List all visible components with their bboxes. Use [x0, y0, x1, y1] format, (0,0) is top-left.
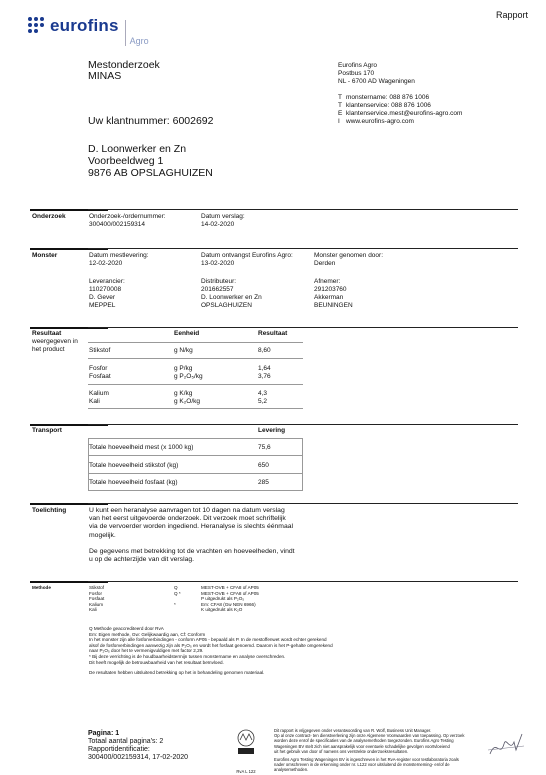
footer-legal: Dit rapport is vrijgegeven onder verantwoording van R. Wolf, Business Unit Manager. Op al onze contract- ten dienstverlening zijn onze Algemene Voorwaarden van toepassing. Op verzoek worden deze enrof de specificaties van de analysemethoden toegezonden. Eurofins Agro Testing Wageningen BV stelt zich niet aansprakelijk voor eventuele schadelijke gevolgen voortvloeiend uit het gebruik van door of namens ons verstrekte onderzoeksresultaten. Eurofins Agro Testing Wageningen BV is ingeschreven in het RvA-register voor testlaboratoria zoals nader omschreven in de erkenning onder nr. L122 voor uitsluitend de monsterneming- en/of de analysemethoden.	[274, 728, 465, 773]
customer-address	[88, 143, 213, 179]
methode-methods: MEST-OVB + CFA8 of AP05 MEST-OVB + CFA8 of AP05 P uitgedrukt als P₂O₅ Em: CFA8 (Gw NEN 6966) K uitgedrukt als K₂O	[201, 585, 259, 613]
document-type: Rapport	[495, 10, 528, 20]
result-value: 3,76	[258, 373, 271, 380]
datum-verslag: Datum verslag: 14-02-2020	[201, 213, 245, 228]
lab-contact: T klantenservice: 088 876 1006	[338, 102, 431, 109]
section-onderzoek: Onderzoek	[32, 213, 66, 220]
rva-number: RvA L 122	[236, 769, 256, 774]
leverancier: Leverancier: 110270008 D. Gever MEPPEL	[89, 278, 125, 309]
brand-name: eurofins	[50, 16, 119, 35]
title-line2: MINAS	[88, 70, 122, 82]
result-value: 8,60	[258, 347, 271, 354]
afnemer: Afnemer: 291203760 Akkerman BEUNINGEN	[314, 278, 353, 309]
result-value: 4,3	[258, 390, 268, 397]
result-row: Fosfor	[89, 365, 108, 372]
methode-quality: Q Q * *	[174, 585, 181, 607]
distributeur: Distributeur: 201662557 D. Loonwerker en Zn OPSLAGHUIZEN	[201, 278, 262, 309]
result-unit: g K₂O/kg	[174, 398, 201, 405]
lab-contact: T monstername: 088 876 1006	[338, 94, 430, 101]
section-resultaat: Resultaat weergegeven in het product	[32, 330, 78, 353]
result-unit: g K/kg	[174, 390, 193, 397]
datum-ontvangst: Datum ontvangst Eurofins Agro: 13-02-2020	[201, 252, 293, 267]
customer-name: D. Loonwerker en Zn	[88, 143, 187, 155]
eurofins-dots-icon	[28, 17, 46, 35]
lab-name: Eurofins Agro	[338, 62, 378, 69]
result-unit: g P/kg	[174, 365, 193, 372]
methode-notes: Q Methode geaccrediteerd door RvA Em: Eigen methode, Gw: Gelijkwaardig aan, Cf: Conform In het monster zijn alle fosforverbindingen - conform AP05 - bepaald als P. In de mestoffenwet wordt echter gerekend alsof de fosforverbindingen aanwezig zijn als P₂O₅ en wordt het fosfaat genoemd. Daarom is het P-gehalte omgerekend naar P₂O₅ door het te vermenigvuldigen met factor 2,29. * Bij deze verrichting is de houdbaarheidstermijn tussen monstername en analyse overschreden. Dit heeft mogelijk de betrouwbaarheid van het resultaat beïnvloed. De resultaten hebben uitsluitend betrekking op het in behandeling genomen materiaal.	[89, 626, 333, 676]
section-toelichting: Toelichting	[32, 507, 67, 514]
result-value: 5,2	[258, 398, 268, 405]
result-unit: g N/kg	[174, 347, 193, 354]
customer-number: Uw klantnummer: 6002692	[88, 115, 214, 127]
toelichting-text: U kunt een heranalyse aanvragen tot 10 dagen na datum verslag van het eerst uitgevoerde onderzoek. Dit verzoek moet schriftelijk via de vervoerder worden ingediend. Heranalyse is slechts éénmaal mogelijk. De gegevens met betrekking tot de vrachten en hoeveelheden, vindt u op de achterzijde van dit verslag.	[89, 507, 295, 564]
lab-contact[interactable]: E klantenservice.mest@eurofins-agro.com	[338, 110, 463, 117]
report-title	[88, 60, 160, 82]
monster-genomen: Monster genomen door: Derden	[314, 252, 384, 267]
datum-mestlevering: Datum mestlevering: 12-02-2020	[89, 252, 149, 267]
rva-logo-icon	[232, 728, 260, 774]
footer-page-info: Pagina: 1 Totaal aantal pagina's: 2 Rapportidentificatie: 300400/002159314, 17-02-2020	[88, 730, 189, 761]
section-monster: Monster	[32, 252, 58, 259]
ordernummer: Onderzoek-/ordernummer: 300400/002159314	[89, 213, 166, 228]
result-row: Kalium	[89, 390, 109, 397]
customer-street: Voorbeeldweg 1	[88, 155, 164, 167]
brand-sub: Agro	[125, 20, 149, 46]
transport-row: Totale hoeveelheid stikstof (kg)	[89, 462, 179, 469]
transport-value: 650	[258, 462, 269, 469]
transport-value: 75,6	[258, 444, 271, 451]
result-row: Stikstof	[89, 347, 111, 354]
title-line1: Mestonderzoek	[88, 59, 160, 71]
lab-city: NL - 6700 AD Wageningen	[338, 78, 415, 85]
methode-names: Stikstof Fosfor Fosfaat Kalium Kali	[89, 585, 105, 613]
section-methode: Methode	[32, 585, 51, 590]
col-resultaat: Resultaat	[258, 330, 288, 337]
section-transport: Transport	[32, 427, 62, 434]
result-value: 1,64	[258, 365, 271, 372]
col-levering: Levering	[258, 427, 286, 434]
result-row: Kali	[89, 398, 100, 405]
col-eenheid: Eenheid	[174, 330, 200, 337]
result-unit: g P₂O₅/kg	[174, 373, 203, 380]
lab-postbus: Postbus 170	[338, 70, 375, 77]
result-row: Fosfaat	[89, 373, 111, 380]
signature-image	[486, 730, 526, 760]
eurofins-logo	[28, 6, 149, 46]
lab-address	[338, 62, 538, 126]
customer-city: 9876 AB OPSLAGHUIZEN	[88, 167, 213, 179]
lab-contact[interactable]: I www.eurofins-agro.com	[338, 118, 414, 125]
transport-row: Totale hoeveelheid fosfaat (kg)	[89, 479, 178, 486]
transport-value: 285	[258, 479, 269, 486]
transport-row: Totale hoeveelheid mest (x 1000 kg)	[89, 444, 194, 451]
